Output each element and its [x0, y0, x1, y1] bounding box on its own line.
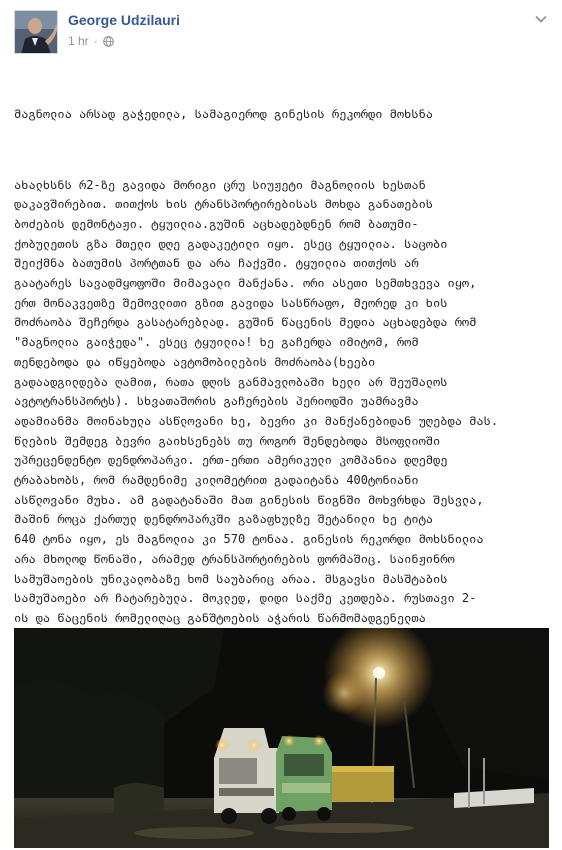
- post-time[interactable]: 1 hr: [68, 34, 89, 48]
- post-text-line: გაატარეს სავადმყოფოში მიმავალი მანქანა. ორი ასეთი სემთხვევა იყო,: [14, 276, 477, 291]
- post-text-line: უპრეცენდენტო დენდროპარკი. ერთ-ერთი ამერიკული კომპანია დღემდე: [14, 453, 448, 468]
- post-text-line: ტრაბახობს, რომ რამდენიმე კილომეტრით გადაიტანა 400ტონიანი: [14, 473, 419, 488]
- post-text-line: მოძრაობა შეჩერდა გასატარებლად. გუშინ წაცენის მედია აცხადებდა რომ: [14, 315, 477, 330]
- post-text-line: ქობულეთის გზა მთელი დღე გადაკეტილი იყო. ესეც ტყუილია. საცობი: [14, 236, 448, 251]
- meta-separator: ·: [93, 34, 98, 48]
- post-text-line: ბოძების დემონტაჟი. ტყუილია.გუშინ აცხადებდნენ რომ ბათუმი-: [14, 216, 419, 231]
- post-text-line: არა მხოლოდ წონაში, არამედ ტრანსპორტირების ფორმაშიც. საინჟინრო: [14, 551, 455, 566]
- chevron-down-icon[interactable]: [534, 12, 548, 26]
- post-text-line: ავტოტრანსპორტს). სხვათაშორის გაჩერების პერიოდში უამრავმა: [14, 394, 419, 409]
- post-text-line: წლების შემდეგ ბევრი გაიხსენებს თუ როგორ შენდებოდა მსოფლიოში: [14, 433, 441, 448]
- post-paragraph: [14, 176, 544, 669]
- post-text-line: ადამიანმა მოინახულა ასწლოვანი ხე, ბევრი კი მანქანებიდან უღებდა მას.: [14, 413, 499, 428]
- author-name[interactable]: George Udzilauri: [68, 12, 181, 28]
- avatar[interactable]: [14, 10, 58, 54]
- post-text: [14, 66, 544, 708]
- post-text-line: ახალხსნს რ2-ზე გავიდა მორიგი ცრუ სიუჟეტი მაგნოლიის ხესთან: [14, 177, 426, 192]
- post-text-line: დაკავშირებით. თითქოს ხის ტრანსპორტირებისას მოხდა განათების: [14, 197, 434, 212]
- night-road-trucks-image: [14, 628, 549, 848]
- post-text-line: თენდებოდა და იწყებოდა ავტომობილების მოძრაობა(ხეები: [14, 354, 376, 369]
- post-text-line: გადაადგილდება ღამით, რათა დღის განმავლობაში ხელი არ შეუშალოს: [14, 374, 448, 389]
- post-text-line: ერთ მონაკვეთზე შემოვლითი გზით გავიდა სასწრაფო, მეორედ კი ხის: [14, 295, 448, 310]
- post-title: მაგნოლია არსად გაჭედილა, სამაგიეროდ გინესის რეკორდი მოხსნა: [14, 107, 434, 122]
- post-text-line: 640 ტონა იყო, ეს მაგნოლია კი 570 ტონაა. გინესის რეკორდი მოხსნილია: [14, 532, 484, 547]
- avatar-photo: [15, 11, 58, 54]
- post-meta: [68, 34, 114, 48]
- post-text-line: შეიქმნა ბათუმის პორტთან და არა ჩაქვში. ტყუილია თითქოს არ: [14, 256, 419, 271]
- globe-icon[interactable]: [103, 36, 114, 47]
- post-photo[interactable]: [14, 628, 549, 848]
- post-text-line: სამუშაოების უნიკალობაზე ხომ საუბარიც არაა. მსგავსი მასშტაბის: [14, 571, 448, 586]
- post-text-line: სამუშაოები არ ჩატარებულა. მოკლედ, დიდი საქმე კეთდება. რუსთავი 2-: [14, 591, 477, 606]
- post-text-line: მაშინ როცა ქართულ დენდროპარკში გაზაფხულზე შეტანილი ხე ტიტა: [14, 512, 434, 527]
- post-text-line: ასწლოვანი მუხა. ამ გადატანაში მათ გინესის წიგნში მოხვრხდა შესვლა,: [14, 492, 484, 507]
- post-text-line: "მაგნოლია გაიჭედა". ესეც ტყუილია! ხე გაჩერდა იმიტომ, რომ: [14, 335, 419, 350]
- post-text-line: ის და წაცენის რომელიღაც განშტოების აჭარის წარმომადგენელთა: [14, 610, 426, 625]
- post-header: [14, 10, 548, 56]
